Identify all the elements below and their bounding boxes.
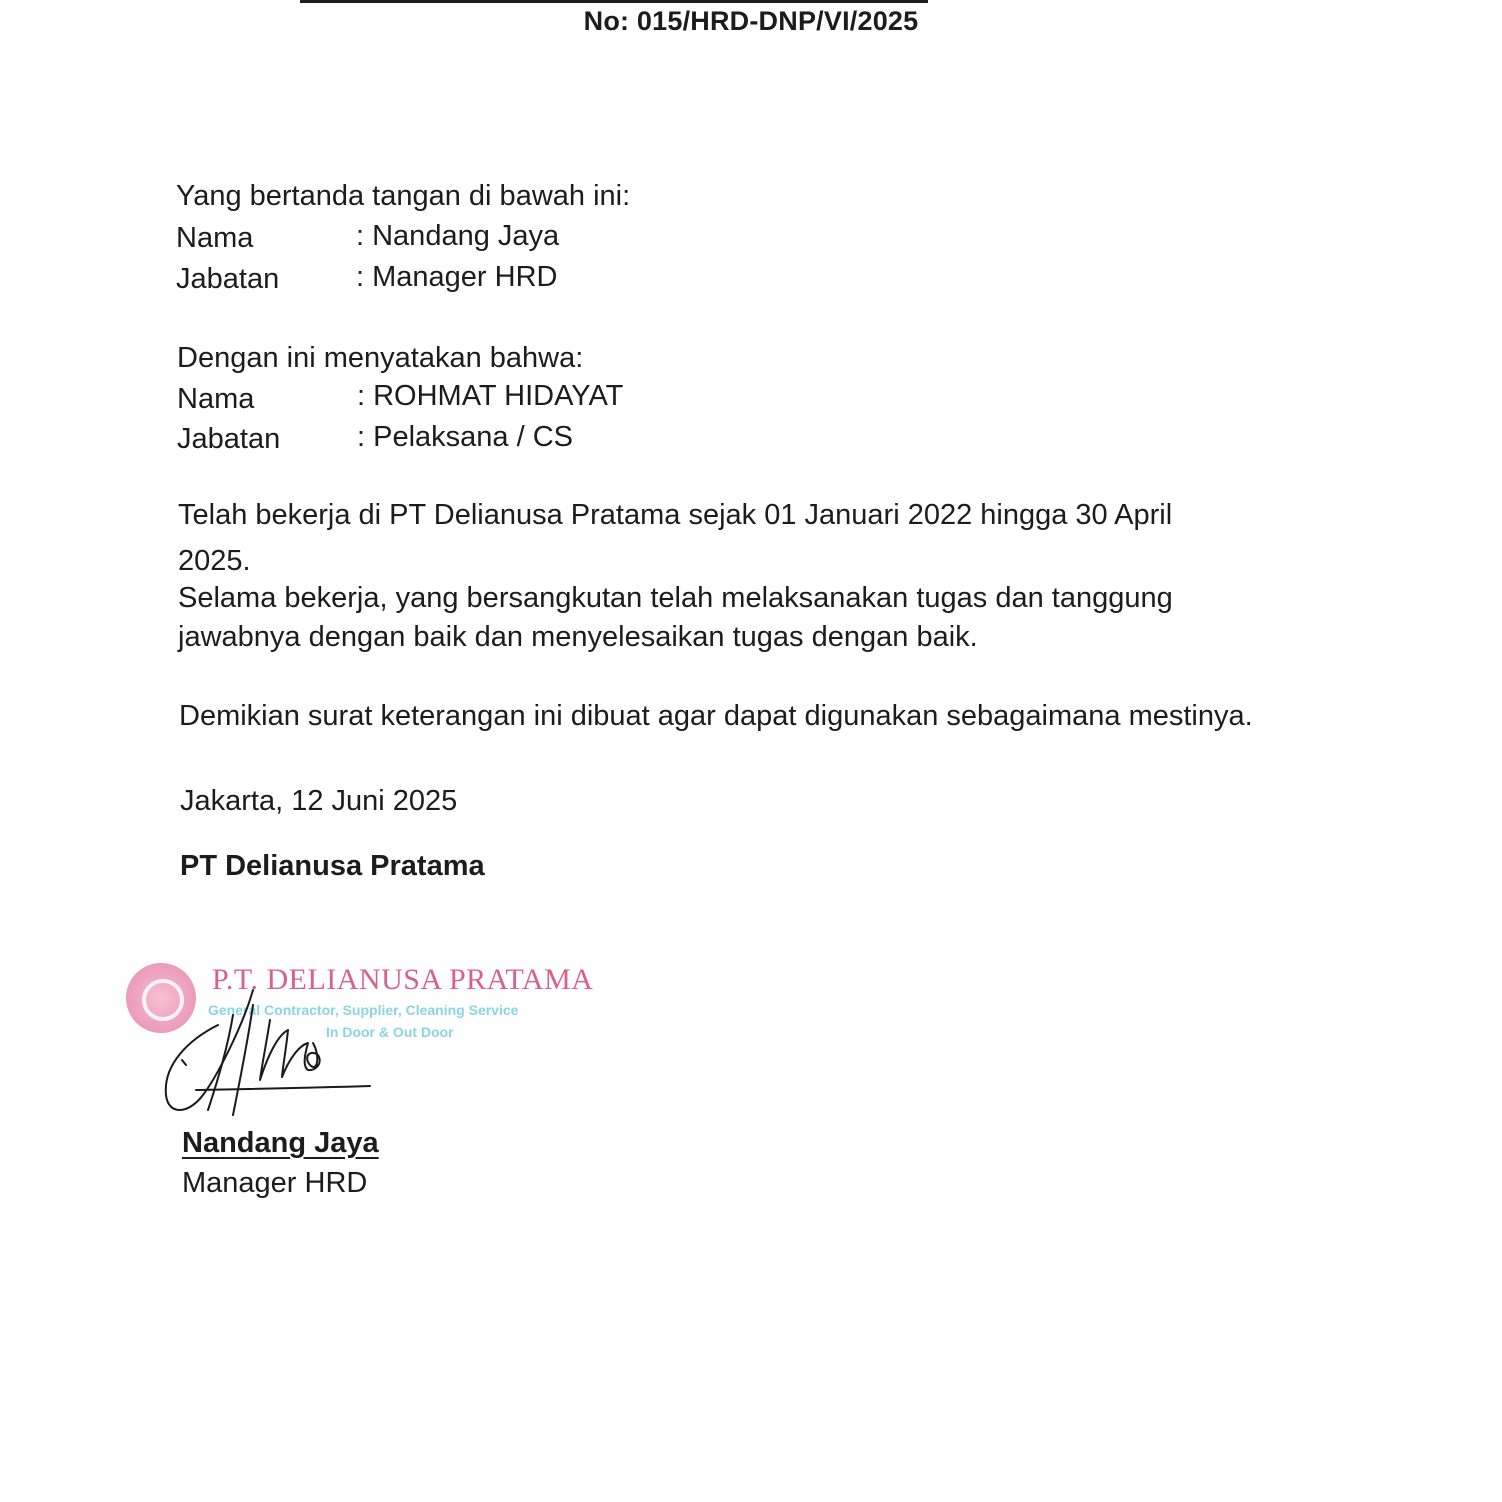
signatory-intro: Yang bertanda tangan di bawah ini: xyxy=(176,180,631,212)
stamp-services: General Contractor, Supplier, Cleaning Service xyxy=(208,1002,519,1018)
signer-title: Manager HRD xyxy=(182,1167,368,1199)
document-number: No: 015/HRD-DNP/VI/2025 xyxy=(583,6,919,36)
subject-position-value: : Pelaksana / CS xyxy=(357,421,573,453)
signatory-name-label: Nama xyxy=(176,222,254,254)
subject-name-value: : ROHMAT HIDAYAT xyxy=(357,380,624,412)
signer-name: Nandang Jaya xyxy=(182,1127,379,1159)
subject-position-label: Jabatan xyxy=(177,423,281,455)
performance-line-2: jawabnya dengan baik dan menyelesaikan tugas dengan baik. xyxy=(178,621,978,653)
employment-period-line: Telah bekerja di PT Delianusa Pratama sejak 01 Januari 2022 hingga 30 April xyxy=(178,499,1173,531)
handwritten-signature xyxy=(158,985,388,1125)
employment-period-year: 2025. xyxy=(178,545,251,577)
stamp-scope: In Door & Out Door xyxy=(326,1024,454,1040)
company-name: PT Delianusa Pratama xyxy=(180,850,485,882)
signatory-name-value: : Nandang Jaya xyxy=(356,220,560,252)
place-date: Jakarta, 12 Juni 2025 xyxy=(180,785,458,817)
letterhead-rule xyxy=(300,0,928,3)
subject-name-label: Nama xyxy=(177,383,255,415)
signatory-position-value: : Manager HRD xyxy=(356,261,558,293)
stamp-company-name: P.T. DELIANUSA PRATAMA xyxy=(212,963,594,996)
signatory-position-label: Jabatan xyxy=(176,263,280,295)
performance-line-1: Selama bekerja, yang bersangkutan telah melaksanakan tugas dan tanggung xyxy=(178,582,1173,614)
closing-statement: Demikian surat keterangan ini dibuat agar dapat digunakan sebagaimana mestinya. xyxy=(179,700,1253,732)
subject-intro: Dengan ini menyatakan bahwa: xyxy=(177,342,584,374)
